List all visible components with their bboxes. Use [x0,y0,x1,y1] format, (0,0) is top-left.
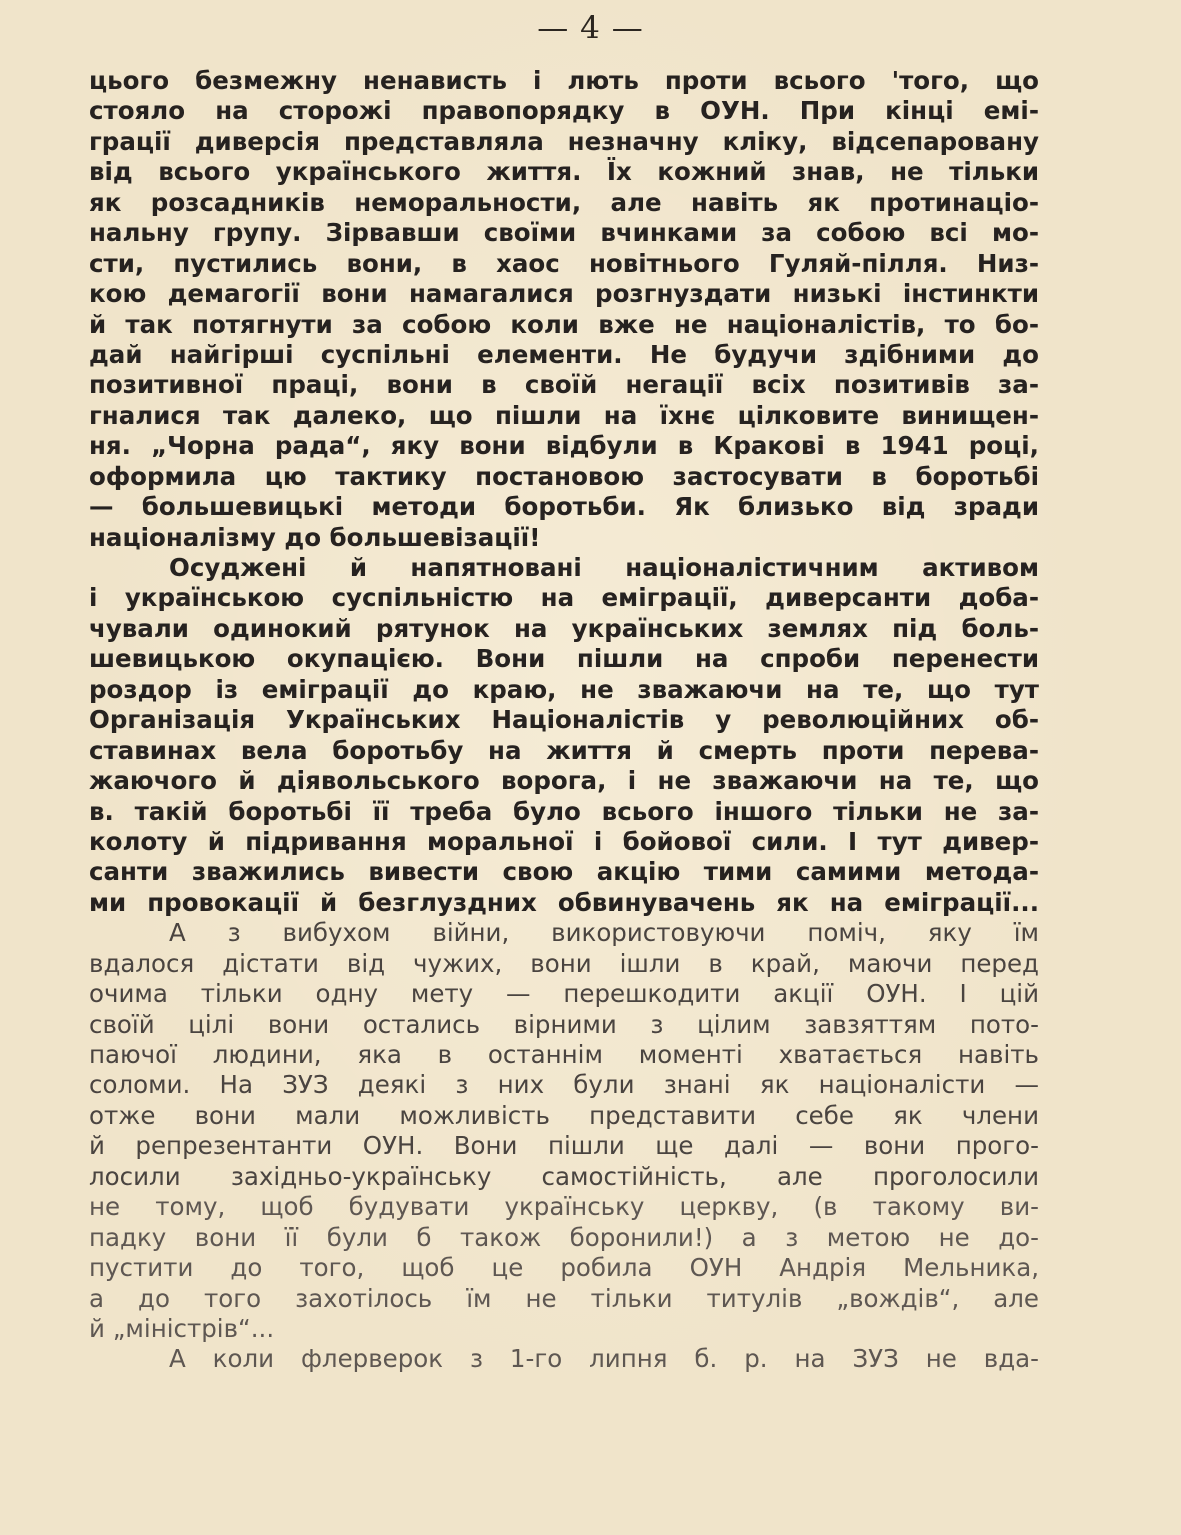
text-line-23: ставинах вела боротьбу на життя й смерть проти перева- [89,735,1039,765]
text-line-8: кою демагогії вони намагалися розгнуздати низькі інстинкти [89,279,1039,309]
text-line-2: стояло на сторожі правопорядку в ОУН. При кінці емі- [89,96,1039,126]
text-line-41: а до того захотілось їм не тільки титулів „вождів“, але [89,1283,1039,1313]
text-line-9: й так потягнути за собою коли вже не націоналістів, то бо- [89,309,1039,339]
text-line-15: — большевицькі методи боротьби. Як близько від зради [89,492,1039,522]
text-line-4: від всього українського життя. Їх кожний знав, не тільки [89,157,1039,187]
text-line-1: цього безмежну ненависть і лють проти всього 'того, що [89,66,1039,95]
text-line-22: Організація Українських Націоналістів у революційних об- [89,705,1039,735]
text-line-34: соломи. На ЗУЗ деякі з них були знані як націоналісти — [89,1070,1039,1100]
text-line-24: жаючого й діявольського ворога, і не зважаючи на те, що [89,766,1039,796]
text-line-29: А з вибухом війни, використовуючи поміч, яку їм [169,918,1039,948]
text-line-26: колоту й підривання моральної і бойової сили. І тут дивер- [89,826,1039,856]
body-text [89,66,1039,1375]
text-line-31: очима тільки одну мету — перешкодити акції ОУН. І цій [89,979,1039,1009]
text-line-6: нальну групу. Зірвавши своїми вчинками за собою всі мо- [89,218,1039,248]
text-line-17: Осуджені й напятновані націоналістичним активом [169,553,1039,582]
text-line-37: лосили західньо-українську самостійність, але проголосили [89,1161,1039,1191]
text-line-19: чували одинокий рятунок на українських землях під боль- [89,613,1039,643]
text-line-43: А коли флерверок з 1-го липня б. р. на ЗУЗ не вда- [169,1344,1039,1374]
text-line-12: гналися так далеко, що пішли на їхнє цілковите винищен- [89,400,1039,430]
text-line-40: пустити до того, щоб це робила ОУН Андрія Мельника, [89,1253,1039,1283]
text-line-20: шевицькою окупацією. Вони пішли на спроби перенести [89,644,1039,674]
text-line-36: й репрезентанти ОУН. Вони пішли ще далі — вони прого- [89,1131,1039,1161]
text-line-25: в. такій боротьбі її треба було всього іншого тільки не за- [89,796,1039,826]
text-line-18: і українською суспільністю на еміграції, диверсанти доба- [89,583,1039,613]
text-line-33: паючої людини, яка в останнім моменті хватається навіть [89,1040,1039,1069]
text-line-28: ми провокації й безглуздних обвинувачень як на еміграції... [89,887,1039,917]
text-line-32: своїй цілі вони остались вірними з цілим завзяттям пото- [89,1009,1039,1039]
text-line-10: дай найгірші суспільні елементи. Не будучи здібними до [89,339,1039,369]
text-line-13: ня. „Чорна рада“, яку вони відбули в Кракові в 1941 році, [89,431,1039,461]
page-number: — 4 — [537,10,644,46]
text-line-7: сти, пустились вони, в хаос новітнього Гуляй-пілля. Низ- [89,248,1039,278]
text-line-16: націоналізму до большевізації! [89,522,541,552]
text-line-42: й „міністрів“... [89,1313,275,1343]
text-line-5: як розсадників неморальности, але навіть як протинаціо- [89,187,1039,217]
text-line-30: вдалося дістати від чужих, вони ішли в край, маючи перед [89,948,1039,978]
text-line-21: роздор із еміграції до краю, не зважаючи на те, що тут [89,674,1039,704]
text-line-11: позитивної праці, вони в своїй негації всіх позитивів за- [89,370,1039,400]
text-line-14: оформила цю тактику постановою застосувати в боротьбі [89,461,1039,491]
text-line-35: отже вони мали можливість представити себе як члени [89,1100,1039,1130]
text-line-3: грації диверсія представляла незначну кліку, відсепаровану [89,126,1039,156]
text-line-27: санти зважились вивести свою акцію тими самими метода- [89,857,1039,887]
text-line-39: падку вони її були б також боронили!) а з метою не до- [89,1222,1039,1252]
text-line-38: не тому, щоб будувати українську церкву, (в такому ви- [89,1192,1039,1222]
